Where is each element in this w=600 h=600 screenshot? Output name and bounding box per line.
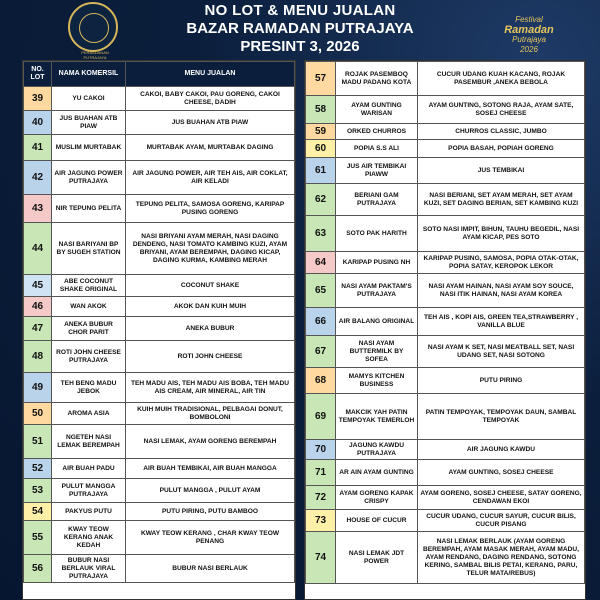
menu-items: AKOK DAN KUIH MUIH xyxy=(126,297,295,317)
lot-number: 41 xyxy=(24,135,52,161)
commercial-name: NASI LEMAK JDT POWER xyxy=(336,532,418,584)
lot-number: 72 xyxy=(306,486,336,510)
table-row xyxy=(24,503,295,521)
header xyxy=(0,0,600,58)
commercial-name: POPIA S.S ALI xyxy=(336,140,418,158)
table-row xyxy=(306,158,585,184)
table-row xyxy=(24,403,295,425)
festival-big: Ramadan xyxy=(504,24,554,36)
table-row xyxy=(24,341,295,373)
table-row xyxy=(24,479,295,503)
title-line-2: BAZAR RAMADAN PUTRAJAYA xyxy=(186,20,414,37)
lot-number: 39 xyxy=(24,87,52,111)
lot-number: 61 xyxy=(306,158,336,184)
logo-caption xyxy=(70,50,120,60)
table-row xyxy=(24,297,295,317)
logo-emblem-icon xyxy=(79,13,109,43)
logo-caption-top: PERBADANAN xyxy=(81,50,109,55)
commercial-name: YU CAKOI xyxy=(52,87,126,111)
lot-number: 57 xyxy=(306,62,336,96)
menu-items: AIR JAGUNG KAWDU xyxy=(418,440,585,460)
table-row xyxy=(24,521,295,555)
menu-items: NASI LEMAK, AYAM GORENG BEREMPAH xyxy=(126,425,295,459)
menu-items: CAKOI, BABY CAKOI, PAU GORENG, CAKOI CHEESE, DADIH xyxy=(126,87,295,111)
menu-items: AYAM GORENG, SOSEJ CHEESE, SATAY GORENG, CENDAWAN EKOI xyxy=(418,486,585,510)
menu-items: TEH MADU AIS, TEH MADU AIS BOBA, TEH MADU AIS CREAM, AIR MINERAL, AIR TIN xyxy=(126,373,295,403)
menu-items: BUBUR NASI BERLAUK xyxy=(126,555,295,583)
menu-items: NASI LEMAK BERLAUK (AYAM GORENG BEREMPAH, AYAM MASAK MERAH, AYAM MADU, AYAM RENDANG, DAGING RENDANG, SOTONG KERING, SAMBAL BILIS PETAI, KERANG, PARU, TELUR MATA/REBUS) xyxy=(418,532,585,584)
lot-number: 63 xyxy=(306,216,336,252)
lot-number: 46 xyxy=(24,297,52,317)
festival-city: Putrajaya xyxy=(512,35,546,44)
commercial-name: MAMYS KITCHEN BUSINESS xyxy=(336,368,418,394)
commercial-name: AYAM GORENG KAPAK CRISPY xyxy=(336,486,418,510)
title-line-3: PRESINT 3, 2026 xyxy=(240,38,360,55)
menu-items: TEH AIS , KOPI AIS, GREEN TEA,STRAWBERRY , VANILLA BLUE xyxy=(418,308,585,336)
table-row xyxy=(306,336,585,368)
menu-items: TEPUNG PELITA, SAMOSA GORENG, KARIPAP PUSING GORENG xyxy=(126,195,295,223)
menu-items: NASI BERIANI, SET AYAM MERAH, SET AYAM KUZI, SET DAGING BERIAN, SET KAMBING KUZI xyxy=(418,184,585,216)
table-row xyxy=(24,555,295,583)
table-row xyxy=(306,216,585,252)
table-row xyxy=(24,459,295,479)
table-row xyxy=(306,252,585,274)
menu-items: JUS BUAHAN ATB PIAW xyxy=(126,111,295,135)
table-row xyxy=(24,195,295,223)
lot-number: 73 xyxy=(306,510,336,532)
festival-year: 2026 xyxy=(520,45,538,54)
menu-items: AYAM GUNTING, SOSEJ CHEESE xyxy=(418,460,585,486)
commercial-name: ROTI JOHN CHEESE PUTRAJAYA xyxy=(52,341,126,373)
commercial-name: TEH BENG MADU JEBOK xyxy=(52,373,126,403)
commercial-name: KARIPAP PUSING NH xyxy=(336,252,418,274)
menu-items: KARIPAP PUSING, SAMOSA, POPIA OTAK-OTAK, POPIA SATAY, KEROPOK LEKOR xyxy=(418,252,585,274)
table-row xyxy=(24,275,295,297)
commercial-name: NASI AYAM BUTTERMILK BY SOFEA xyxy=(336,336,418,368)
lot-number: 44 xyxy=(24,223,52,275)
commercial-name: JUS BUAHAN ATB PIAW xyxy=(52,111,126,135)
table-row xyxy=(24,425,295,459)
table-row xyxy=(24,87,295,111)
table-row xyxy=(306,368,585,394)
menu-items: NASI AYAM HAINAN, NASI AYAM SOY SOUCE, NASI ITIK HAINAN, NASI AYAM KOREA xyxy=(418,274,585,308)
commercial-name: NASI BARIYANI BP BY SUGEH STATION xyxy=(52,223,126,275)
menu-items: POPIA BASAH, POPIAH GORENG xyxy=(418,140,585,158)
lot-number: 55 xyxy=(24,521,52,555)
lot-number: 47 xyxy=(24,317,52,341)
lot-number: 65 xyxy=(306,274,336,308)
left-table-panel xyxy=(22,60,296,600)
menu-items: NASI BRIYANI AYAM MERAH, NASI DAGING DENDENG, NASI TOMATO KAMBING KUZI, AYAM BRIYANI, AYAM BEREMPAH, DAGING KICAP, DAGING KURMA, KAMBING MERAH xyxy=(126,223,295,275)
commercial-name: ANEKA BUBUR CHOR PARIT xyxy=(52,317,126,341)
menu-items: CHURROS CLASSIC, JUMBO xyxy=(418,124,585,140)
menu-items: PATIN TEMPOYAK, TEMPOYAK DAUN, SAMBAL TEMPOYAK xyxy=(418,394,585,440)
table-row xyxy=(306,440,585,460)
menu-items: COCONUT SHAKE xyxy=(126,275,295,297)
lot-number: 45 xyxy=(24,275,52,297)
commercial-name: ORKED CHURROS xyxy=(336,124,418,140)
menu-items: PULUT MANGGA , PULUT AYAM xyxy=(126,479,295,503)
commercial-name: JAGUNG KAWDU PUTRAJAYA xyxy=(336,440,418,460)
title-line-1: NO LOT & MENU JUALAN xyxy=(204,2,396,19)
lot-number: 43 xyxy=(24,195,52,223)
lot-number: 59 xyxy=(306,124,336,140)
commercial-name: ABE COCONUT SHAKE ORIGINAL xyxy=(52,275,126,297)
commercial-name: BERIANI GAM PUTRAJAYA xyxy=(336,184,418,216)
menu-items: PUTU PIRING xyxy=(418,368,585,394)
left-table xyxy=(23,61,295,583)
lot-number: 54 xyxy=(24,503,52,521)
commercial-name: WAN AKOK xyxy=(52,297,126,317)
commercial-name: AIR BUAH PADU xyxy=(52,459,126,479)
left-table-body xyxy=(24,87,295,583)
table-row xyxy=(306,394,585,440)
lot-number: 51 xyxy=(24,425,52,459)
menu-items: KUIH MUIH TRADISIONAL, PELBAGAI DONUT, BOMBOLONI xyxy=(126,403,295,425)
menu-items: AIR JAGUNG POWER, AIR TEH AIS, AIR COKLAT, AIR KELADI xyxy=(126,161,295,195)
table-row xyxy=(306,486,585,510)
menu-items: JUS TEMBIKAI xyxy=(418,158,585,184)
lot-number: 74 xyxy=(306,532,336,584)
table-row xyxy=(306,274,585,308)
lot-number: 67 xyxy=(306,336,336,368)
commercial-name: NGETEH NASI LEMAK BEREMPAH xyxy=(52,425,126,459)
table-header-row xyxy=(24,62,295,87)
menu-items: ROTI JOHN CHEESE xyxy=(126,341,295,373)
table-row xyxy=(306,96,585,124)
right-table xyxy=(305,61,585,584)
lot-number: 62 xyxy=(306,184,336,216)
commercial-name: MAKCIK YAH PATIN TEMPOYAK TEMERLOH xyxy=(336,394,418,440)
lot-number: 58 xyxy=(306,96,336,124)
lot-number: 40 xyxy=(24,111,52,135)
lot-number: 71 xyxy=(306,460,336,486)
header-menu: MENU JUALAN xyxy=(126,62,295,87)
title-block xyxy=(140,2,460,56)
table-row xyxy=(306,510,585,532)
lot-number: 53 xyxy=(24,479,52,503)
menu-items: PUTU PIRING, PUTU BAMBOO xyxy=(126,503,295,521)
header-name: NAMA KOMERSIL xyxy=(52,62,126,87)
table-row xyxy=(306,140,585,158)
table-row xyxy=(306,532,585,584)
lot-number: 69 xyxy=(306,394,336,440)
table-row xyxy=(24,111,295,135)
commercial-name: AROMA ASIA xyxy=(52,403,126,425)
menu-items: AIR BUAH TEMBIKAI, AIR BUAH MANGGA xyxy=(126,459,295,479)
commercial-name: AIR BALANG ORIGINAL xyxy=(336,308,418,336)
menu-items: CUCUR UDANG KUAH KACANG, ROJAK PASEMBUR ,ANEKA BEBOLA xyxy=(418,62,585,96)
commercial-name: ROJAK PASEMBOQ MADU PADANG KOTA xyxy=(336,62,418,96)
commercial-name: JUS AIR TEMBIKAI PIAWW xyxy=(336,158,418,184)
lot-number: 68 xyxy=(306,368,336,394)
lot-number: 49 xyxy=(24,373,52,403)
commercial-name: HOUSE OF CUCUR xyxy=(336,510,418,532)
commercial-name: AYAM GUNTING WARISAN xyxy=(336,96,418,124)
commercial-name: KWAY TEOW KERANG ANAK KEDAH xyxy=(52,521,126,555)
menu-items: NASI AYAM K SET, NASI MEATBALL SET, NASI UDANG SET, NASI SOTONG xyxy=(418,336,585,368)
lot-number: 42 xyxy=(24,161,52,195)
logo-caption-bottom: PUTRAJAYA xyxy=(83,55,107,60)
lot-number: 48 xyxy=(24,341,52,373)
table-row xyxy=(306,308,585,336)
lot-number: 60 xyxy=(306,140,336,158)
right-table-body xyxy=(306,62,585,584)
commercial-name: PULUT MANGGA PUTRAJAYA xyxy=(52,479,126,503)
commercial-name: SOTO PAK HARITH xyxy=(336,216,418,252)
table-row xyxy=(24,373,295,403)
table-row xyxy=(306,460,585,486)
lot-number: 50 xyxy=(24,403,52,425)
lot-number: 52 xyxy=(24,459,52,479)
festival-text xyxy=(494,15,564,55)
lot-number: 66 xyxy=(306,308,336,336)
table-row xyxy=(306,184,585,216)
commercial-name: NASI AYAM PAKTAM'S PUTRAJAYA xyxy=(336,274,418,308)
commercial-name: AR AIN AYAM GUNTING xyxy=(336,460,418,486)
table-row xyxy=(306,62,585,96)
right-table-panel xyxy=(304,60,586,600)
menu-items: ANEKA BUBUR xyxy=(126,317,295,341)
festival-logo xyxy=(478,5,558,53)
commercial-name: AIR JAGUNG POWER PUTRAJAYA xyxy=(52,161,126,195)
menu-items: MURTABAK AYAM, MURTABAK DAGING xyxy=(126,135,295,161)
table-row xyxy=(24,223,295,275)
table-row xyxy=(306,124,585,140)
menu-items: CUCUR UDANG, CUCUR SAYUR, CUCUR BILIS, CUCUR PISANG xyxy=(418,510,585,532)
festival-small: Festival xyxy=(515,15,543,24)
lot-number: 70 xyxy=(306,440,336,460)
commercial-name: PAKYUS PUTU xyxy=(52,503,126,521)
menu-items: AYAM GUNTING, SOTONG RAJA, AYAM SATE, SOSEJ CHEESE xyxy=(418,96,585,124)
commercial-name: NIR TEPUNG PELITA xyxy=(52,195,126,223)
lot-number: 64 xyxy=(306,252,336,274)
perbadanan-putrajaya-logo xyxy=(68,2,118,60)
header-no-lot: NO. LOT xyxy=(24,62,52,87)
menu-items: SOTO NASI IMPIT, BIHUN, TAUHU BEGEDIL, NASI AYAM KICAP, PES SOTO xyxy=(418,216,585,252)
table-row xyxy=(24,135,295,161)
menu-items: KWAY TEOW KERANG , CHAR KWAY TEOW PENANG xyxy=(126,521,295,555)
lot-number: 56 xyxy=(24,555,52,583)
commercial-name: BUBUR NASI BERLAUK VIRAL PUTRAJAYA xyxy=(52,555,126,583)
table-row xyxy=(24,161,295,195)
commercial-name: MUSLIM MURTABAK xyxy=(52,135,126,161)
table-row xyxy=(24,317,295,341)
